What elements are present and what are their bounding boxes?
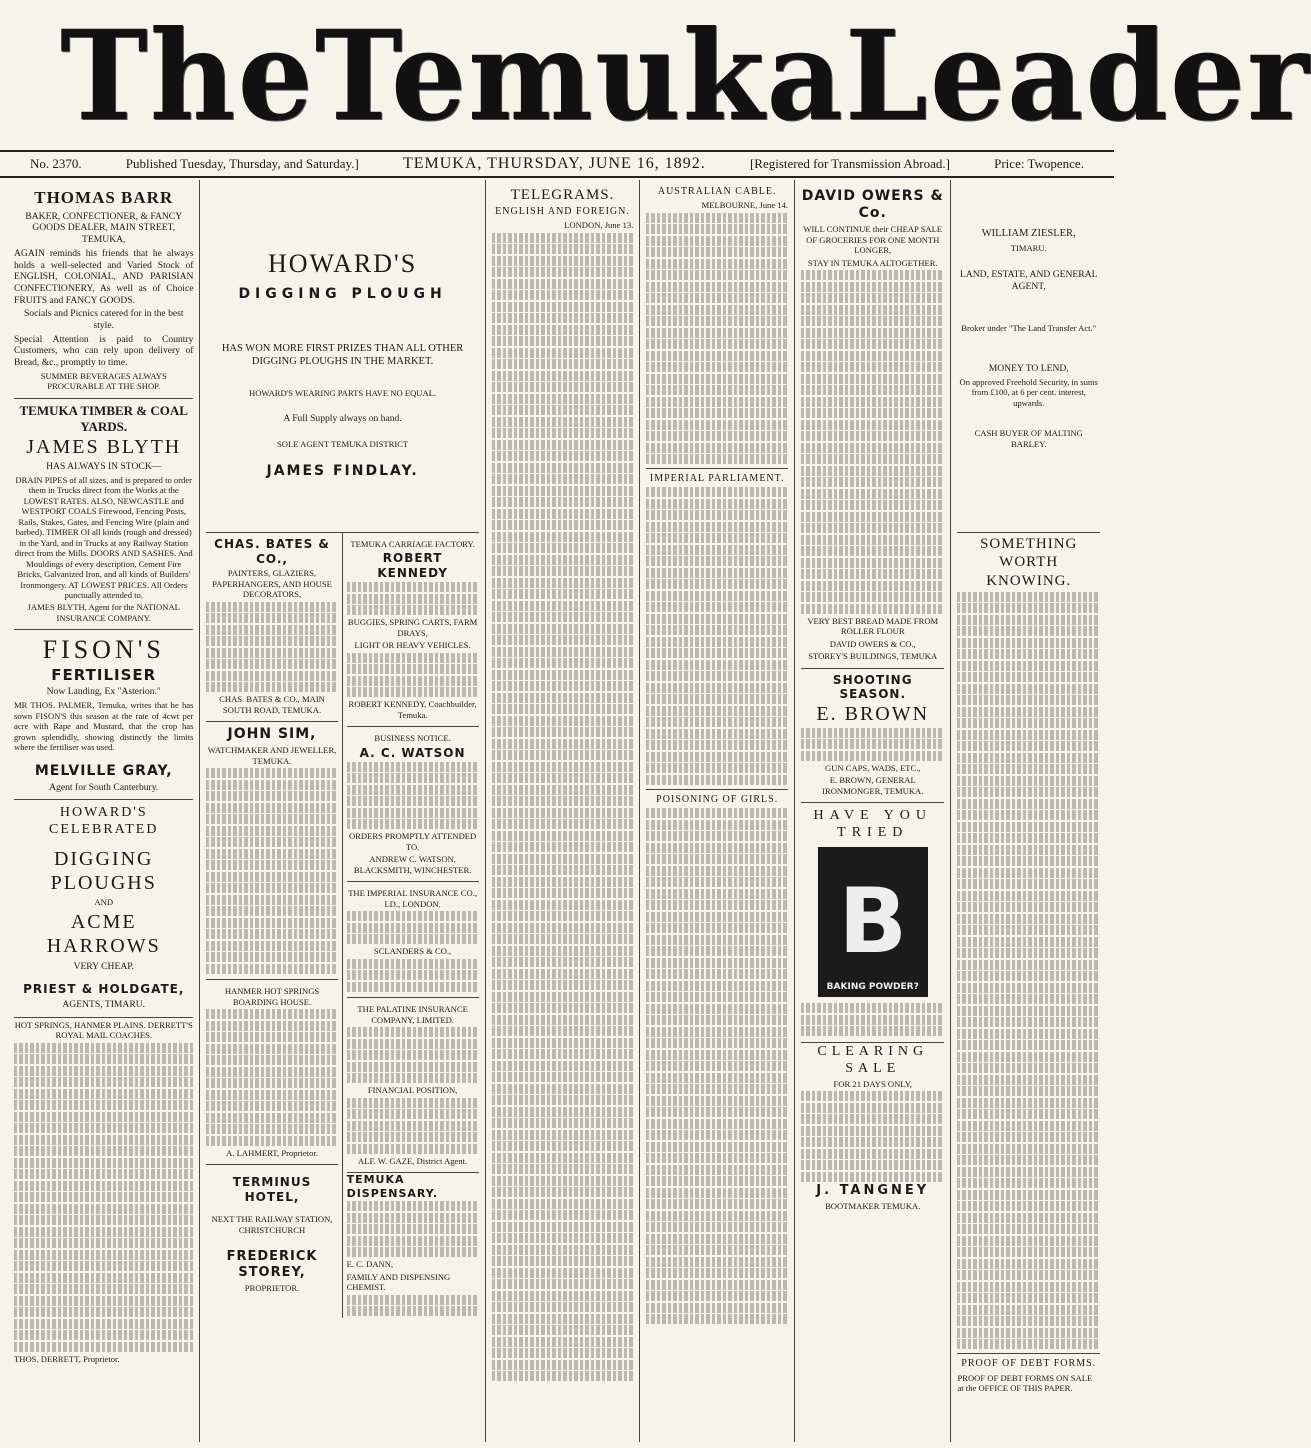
ad-line: Special Attention is paid to Country Customers, who can rely upon delivery of Bread, &c., promptly to time. bbox=[14, 333, 194, 369]
article-text bbox=[646, 213, 788, 465]
ad-proof-of-debt bbox=[957, 1358, 1100, 1393]
ad-body: HAS WON MORE FIRST PRIZES THAN ALL OTHER DIGGING PLOUGHS IN THE MARKET. bbox=[221, 342, 464, 367]
masthead bbox=[0, 0, 1311, 150]
dateline-melbourne: MELBOURNE, June 14. bbox=[701, 200, 789, 211]
ad-line: ORDERS PROMPTLY ATTENDED TO. bbox=[348, 831, 477, 852]
ad-thomas-barr bbox=[14, 184, 193, 399]
registered: [Registered for Transmission Abroad.] bbox=[749, 156, 950, 171]
ad-line: Agent for South Canterbury. bbox=[49, 781, 159, 793]
section-title: IMPERIAL PARLIAMENT. bbox=[649, 473, 785, 485]
issue-number: No. 2370. bbox=[30, 156, 82, 171]
ad-imperial-insurance bbox=[347, 882, 479, 998]
ad-heading: BUSINESS NOTICE. bbox=[374, 733, 451, 744]
ad-body: AGAIN reminds his friends that he always holds a well-selected and Varied Stock of ENGLISH, COLONIAL, AND PARISIAN CONFECTIONERY, As well as of Choice FRUITS and FANCY GOODS. bbox=[14, 247, 194, 306]
ad-line: STOREY'S BUILDINGS, TEMUKA bbox=[808, 651, 938, 662]
ad-title: ROBERT KENNEDY bbox=[377, 551, 448, 581]
ad-william-ziesler bbox=[957, 184, 1100, 533]
ad-hanmer-boarding bbox=[206, 980, 337, 1165]
masthead-temuka: Temuka bbox=[314, 2, 845, 148]
article-text bbox=[646, 808, 788, 1324]
ad-line: Broker under "The Land Transfer Act." bbox=[961, 322, 1097, 333]
ad-stack-right bbox=[343, 533, 479, 1318]
ad-sub: BAKER, CONFECTIONER, & FANCY GOODS DEALER, MAIN STREET, TEMUKA, bbox=[25, 210, 183, 246]
ad-title: JAMES BLYTH bbox=[26, 435, 182, 458]
ad-body: DRAIN PIPES of all sizes, and is prepared to order them in Trucks direct from the Works at the LOWEST RATES. ALSO, NEWCASTLE and WESTPORT COALS Firewood, Fencing Posts, Rails, Stakes, Gates, and Fencing Wire (plain and barbed). TIMBER Of all kinds (rough and dressed) in the Yard, and in Trucks at any Railway Station direct from the Mills. DOORS AND SASHES. And Mouldings of every description, Cement Fire Bricks, Galvanized Iron, and all kinds of Builders' Ironmongery. AT LOWEST PRICES. All Orders punctually attended to. bbox=[14, 474, 193, 600]
ad-sub: FERTILISER bbox=[51, 666, 157, 685]
ad-fisons bbox=[14, 630, 193, 800]
ad-title: JOHN SIM, bbox=[227, 726, 317, 743]
published-days: Published Tuesday, Thursday, and Saturday.] bbox=[125, 156, 359, 171]
ad-title: WILLIAM ZIESLER, bbox=[981, 228, 1076, 239]
ad-line: LIGHT OR HEAVY VEHICLES. bbox=[354, 640, 471, 651]
dateline bbox=[0, 150, 1114, 178]
section-title: POISONING OF GIRLS. bbox=[656, 793, 779, 805]
ad-agent: MELVILLE GRAY, bbox=[34, 762, 173, 779]
ad-sign: CHAS. BATES & CO., MAIN SOUTH ROAD, TEMUKA. bbox=[219, 694, 325, 715]
ad-sub: TIMARU. bbox=[1010, 242, 1047, 253]
ad-sign: ANDREW C. WATSON, BLACKSMITH, WINCHESTER. bbox=[353, 854, 472, 875]
ad-agent: E. C. DANN, bbox=[346, 1259, 394, 1270]
ad-kennedy bbox=[347, 533, 479, 727]
masthead-leader: Leader bbox=[844, 2, 1311, 148]
text-lines bbox=[347, 959, 479, 992]
text-lines bbox=[347, 1098, 479, 1154]
ad-line: Now Landing, Ex "Asterion." bbox=[46, 686, 161, 698]
ad-sub: ACME HARROWS bbox=[46, 910, 161, 958]
ad-title: FISON'S bbox=[42, 635, 165, 665]
column-1 bbox=[8, 180, 200, 1442]
ad-e-brown bbox=[801, 669, 944, 804]
ad-sign: DAVID OWERS & CO., bbox=[829, 638, 916, 649]
ad-sub: NEXT THE RAILWAY STATION, CHRISTCHURCH bbox=[211, 1214, 333, 1235]
ad-sub: FAMILY AND DISPENSING CHEMIST. bbox=[346, 1271, 451, 1293]
place-date: TEMUKA, THURSDAY, JUNE 16, 1892. bbox=[402, 155, 706, 172]
ad-sub: BAKING POWDER? bbox=[826, 982, 919, 993]
text-lines bbox=[801, 1091, 944, 1182]
text-lines bbox=[347, 1027, 479, 1083]
ad-james-blyth bbox=[14, 399, 193, 631]
ad-sign: A. LAHMERT, Proprietor. bbox=[226, 1147, 318, 1158]
article-something bbox=[957, 535, 1100, 1349]
ad-title: HOWARD'S CELEBRATED bbox=[49, 805, 159, 838]
price: Price: Twopence. bbox=[994, 156, 1084, 171]
ad-line: Socials and Picnics catered for in the best style. bbox=[23, 308, 184, 332]
ad-line: VERY BEST BREAD MADE FROM ROLLER FLOUR bbox=[807, 615, 939, 637]
section-subtitle: ENGLISH AND FOREIGN. bbox=[495, 206, 630, 218]
ad-title: CLEARING SALE bbox=[817, 1043, 929, 1076]
ad-john-sim bbox=[206, 722, 337, 980]
ad-title: THE IMPERIAL INSURANCE CO., LD., LONDON. bbox=[348, 888, 478, 909]
ad-sub: WATCHMAKER AND JEWELLER, TEMUKA. bbox=[207, 745, 337, 766]
columns bbox=[8, 180, 1106, 1442]
text-lines bbox=[206, 1009, 337, 1146]
text-lines bbox=[347, 762, 479, 830]
ad-chas-bates bbox=[206, 533, 337, 722]
ad-hanmer-coaches bbox=[14, 1020, 193, 1364]
column-6 bbox=[795, 180, 951, 1442]
ad-sub: MONEY TO LEND, bbox=[988, 363, 1069, 375]
article-text bbox=[492, 233, 634, 1382]
ad-sub: FINANCIAL POSITION, bbox=[367, 1085, 458, 1096]
ad-title: HOT SPRINGS, HANMER PLAINS. DERRETT'S ROYAL MAIL COACHES. bbox=[14, 1019, 193, 1041]
column-telegrams bbox=[486, 180, 641, 1442]
text-lines bbox=[347, 911, 479, 944]
ad-sub: DIGGING PLOUGH bbox=[238, 285, 447, 302]
text-lines bbox=[347, 1201, 479, 1257]
ad-heading: TEMUKA CARRIAGE FACTORY. bbox=[350, 539, 475, 549]
b-logo-icon: B BAKING POWDER? bbox=[818, 847, 928, 997]
ad-sign: ROBERT KENNEDY, Coachbuilder, Temuka. bbox=[348, 699, 477, 720]
text-lines bbox=[347, 582, 479, 615]
section-title: SOMETHING WORTH KNOWING. bbox=[980, 536, 1078, 589]
price-list bbox=[801, 270, 944, 614]
ad-title: A. C. WATSON bbox=[359, 745, 466, 760]
ad-terminus bbox=[206, 1175, 337, 1293]
ad-baking-powder bbox=[801, 803, 944, 1043]
ad-sign: ALF. W. GAZE, District Agent. bbox=[358, 1155, 468, 1166]
ad-line: STAY IN TEMUKA ALTOGETHER. bbox=[807, 257, 938, 268]
ad-agent: FREDERICK STOREY, bbox=[226, 1249, 318, 1281]
ad-line: BOOTMAKER TEMUKA. bbox=[825, 1201, 921, 1212]
ad-title: HAVE YOU TRIED bbox=[813, 808, 932, 841]
section-title: TELEGRAMS. bbox=[510, 187, 615, 203]
ad-sub: DIGGING PLOUGHS bbox=[50, 847, 157, 894]
ad-sub: FOR 21 DAYS ONLY, bbox=[833, 1078, 912, 1089]
ad-title: PROOF OF DEBT FORMS. bbox=[961, 1358, 1097, 1370]
text-lines bbox=[206, 768, 337, 974]
text-lines bbox=[14, 1043, 193, 1352]
ad-howards-digging-plough bbox=[206, 184, 478, 533]
ad-line: AND bbox=[94, 897, 114, 908]
ad-title: HANMER HOT SPRINGS BOARDING HOUSE. bbox=[224, 986, 320, 1007]
ad-david-owers bbox=[801, 184, 944, 669]
ad-agent: J. TANGNEY bbox=[816, 1183, 930, 1199]
ad-line: HOWARD'S WEARING PARTS HAVE NO EQUAL. bbox=[249, 388, 437, 399]
ad-line: A Full Supply always on hand. bbox=[283, 412, 402, 424]
ad-watson bbox=[347, 727, 479, 882]
ad-title: CHAS. BATES & CO., bbox=[214, 537, 330, 566]
ad-title: E. BROWN bbox=[816, 702, 930, 725]
column-cable bbox=[640, 180, 795, 1442]
ad-sign: E. BROWN, GENERAL IRONMONGER, TEMUKA. bbox=[822, 775, 924, 796]
ad-heading: SHOOTING SEASON. bbox=[832, 672, 913, 702]
ad-line: On approved Freehold Security, in sums from £100, at 6 per cent. interest, upwards. bbox=[959, 376, 1098, 408]
text-lines bbox=[801, 1003, 944, 1036]
section-title: AUSTRALIAN CABLE. bbox=[657, 186, 777, 197]
ad-sub: PAINTERS, GLAZIERS, PAPERHANGERS, AND HOUSE DECORATORS, bbox=[212, 568, 332, 600]
ad-pair bbox=[206, 533, 478, 1318]
ad-line: BUGGIES, SPRING CARTS, FARM DRAYS, bbox=[347, 617, 478, 638]
ad-line: SOLE AGENT TEMUKA DISTRICT bbox=[276, 438, 409, 449]
ad-clearing-sale bbox=[801, 1043, 944, 1212]
ad-heading: TEMUKA TIMBER & COAL YARDS. bbox=[19, 402, 188, 434]
ad-line: VERY CHEAP. bbox=[73, 960, 134, 972]
ad-sign: THOS. DERRETT, Proprietor. bbox=[14, 1353, 120, 1364]
ad-agent: JAMES FINDLAY. bbox=[266, 463, 419, 480]
article-text bbox=[646, 487, 788, 785]
ad-bates-sim bbox=[206, 533, 342, 1318]
ad-palatine bbox=[347, 998, 479, 1173]
ad-sign: JAMES BLYTH, Agent for the NATIONAL INSURANCE COMPANY. bbox=[27, 602, 180, 623]
ad-title: THE PALATINE INSURANCE COMPANY, LIMITED. bbox=[357, 1004, 468, 1025]
text-lines bbox=[801, 728, 944, 761]
column-2 bbox=[200, 180, 485, 1442]
ad-title: HOWARD'S bbox=[267, 249, 418, 278]
ad-body: LAND, ESTATE, AND GENERAL AGENT, bbox=[959, 269, 1098, 292]
ad-body: MR THOS. PALMER, Temuka, writes that he has sown FISON'S this season at the rate of 4cwt per acre with Rape and Mustard, that the crop has grown splendidly, showing distinctly the limits where the fertiliser was used. bbox=[14, 700, 194, 753]
ad-howards-ploughs bbox=[14, 800, 193, 1017]
ad-title: DAVID OWERS & Co. bbox=[801, 188, 944, 222]
ad-sub: HAS ALWAYS IN STOCK— bbox=[46, 460, 162, 472]
ad-line: AGENTS, TIMARU. bbox=[62, 998, 146, 1010]
ad-body: PROOF OF DEBT FORMS ON SALE at the OFFICE OF THIS PAPER. bbox=[957, 1372, 1093, 1394]
ad-line: SUMMER BEVERAGES ALWAYS PROCURABLE AT THE SHOP. bbox=[40, 370, 167, 392]
text-lines bbox=[206, 602, 337, 693]
article-text bbox=[957, 592, 1100, 1350]
ad-title: TERMINUS HOTEL, bbox=[232, 1175, 312, 1204]
column-7 bbox=[951, 180, 1106, 1442]
masthead-the: The bbox=[60, 2, 315, 148]
ad-title: TEMUKA DISPENSARY. bbox=[346, 1173, 439, 1200]
ad-line: PROPRIETOR. bbox=[244, 1283, 300, 1294]
ad-body: WILL CONTINUE their CHEAP SALE OF GROCERIES FOR ONE MONTH LONGER, bbox=[803, 224, 943, 256]
text-lines bbox=[347, 1295, 479, 1317]
ad-title: THOMAS BARR bbox=[34, 188, 174, 207]
ad-agent: PRIEST & HOLDGATE, bbox=[23, 982, 185, 997]
ad-line: CASH BUYER OF MALTING BARLEY. bbox=[974, 428, 1083, 449]
dateline-london: LONDON, June 13. bbox=[564, 220, 634, 231]
text-lines bbox=[347, 653, 479, 698]
ad-line: GUN CAPS, WADS, ETC., bbox=[824, 762, 921, 773]
ad-dispensary bbox=[347, 1173, 479, 1316]
ad-agent: SCLANDERS & CO., bbox=[373, 946, 452, 957]
